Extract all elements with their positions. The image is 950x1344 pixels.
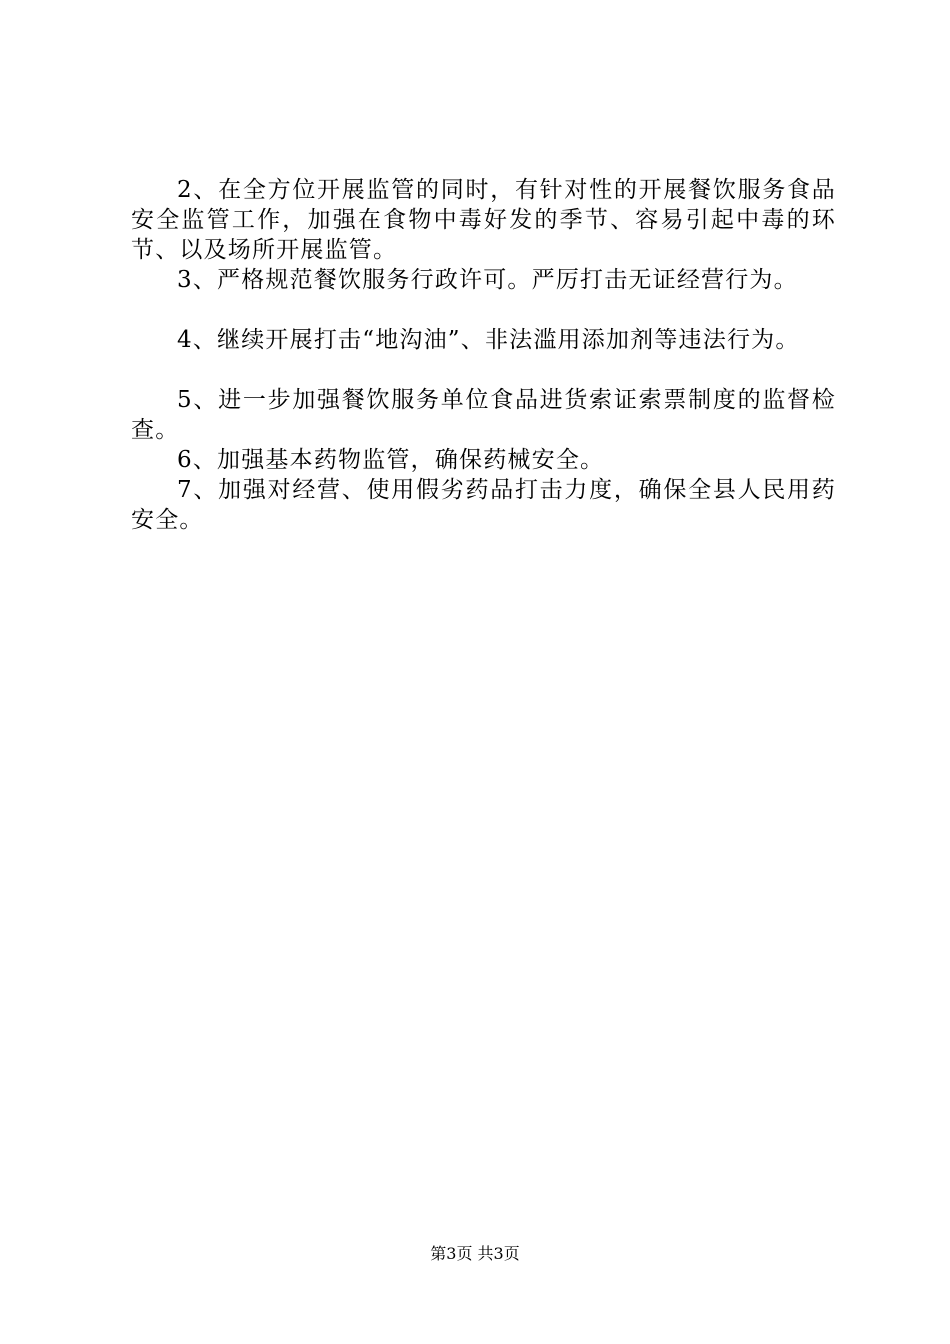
- paragraph-item-5: 5、进一步加强餐饮服务单位食品进货索证索票制度的监督检查。: [131, 387, 836, 443]
- paragraph-item-4: 4、继续开展打击“地沟油”、非法滥用添加剂等违法行为。: [177, 327, 800, 353]
- paragraph-item-6: 6、加强基本药物监管，确保药械安全。: [177, 447, 605, 473]
- page-number: 第3页 共3页: [430, 1244, 520, 1263]
- paragraph-item-2: 2、在全方位开展监管的同时，有针对性的开展餐饮服务食品安全监管工作，加强在食物中毒好发的季节、容易引起中毒的环节、以及场所开展监管。: [131, 177, 836, 263]
- paragraph-item-3: 3、严格规范餐饮服务行政许可。严厉打击无证经营行为。: [177, 267, 798, 293]
- page-footer: [0, 1243, 950, 1265]
- document-body: [131, 175, 836, 535]
- paragraph-item-7: 7、加强对经营、使用假劣药品打击力度，确保全县人民用药安全。: [131, 477, 836, 533]
